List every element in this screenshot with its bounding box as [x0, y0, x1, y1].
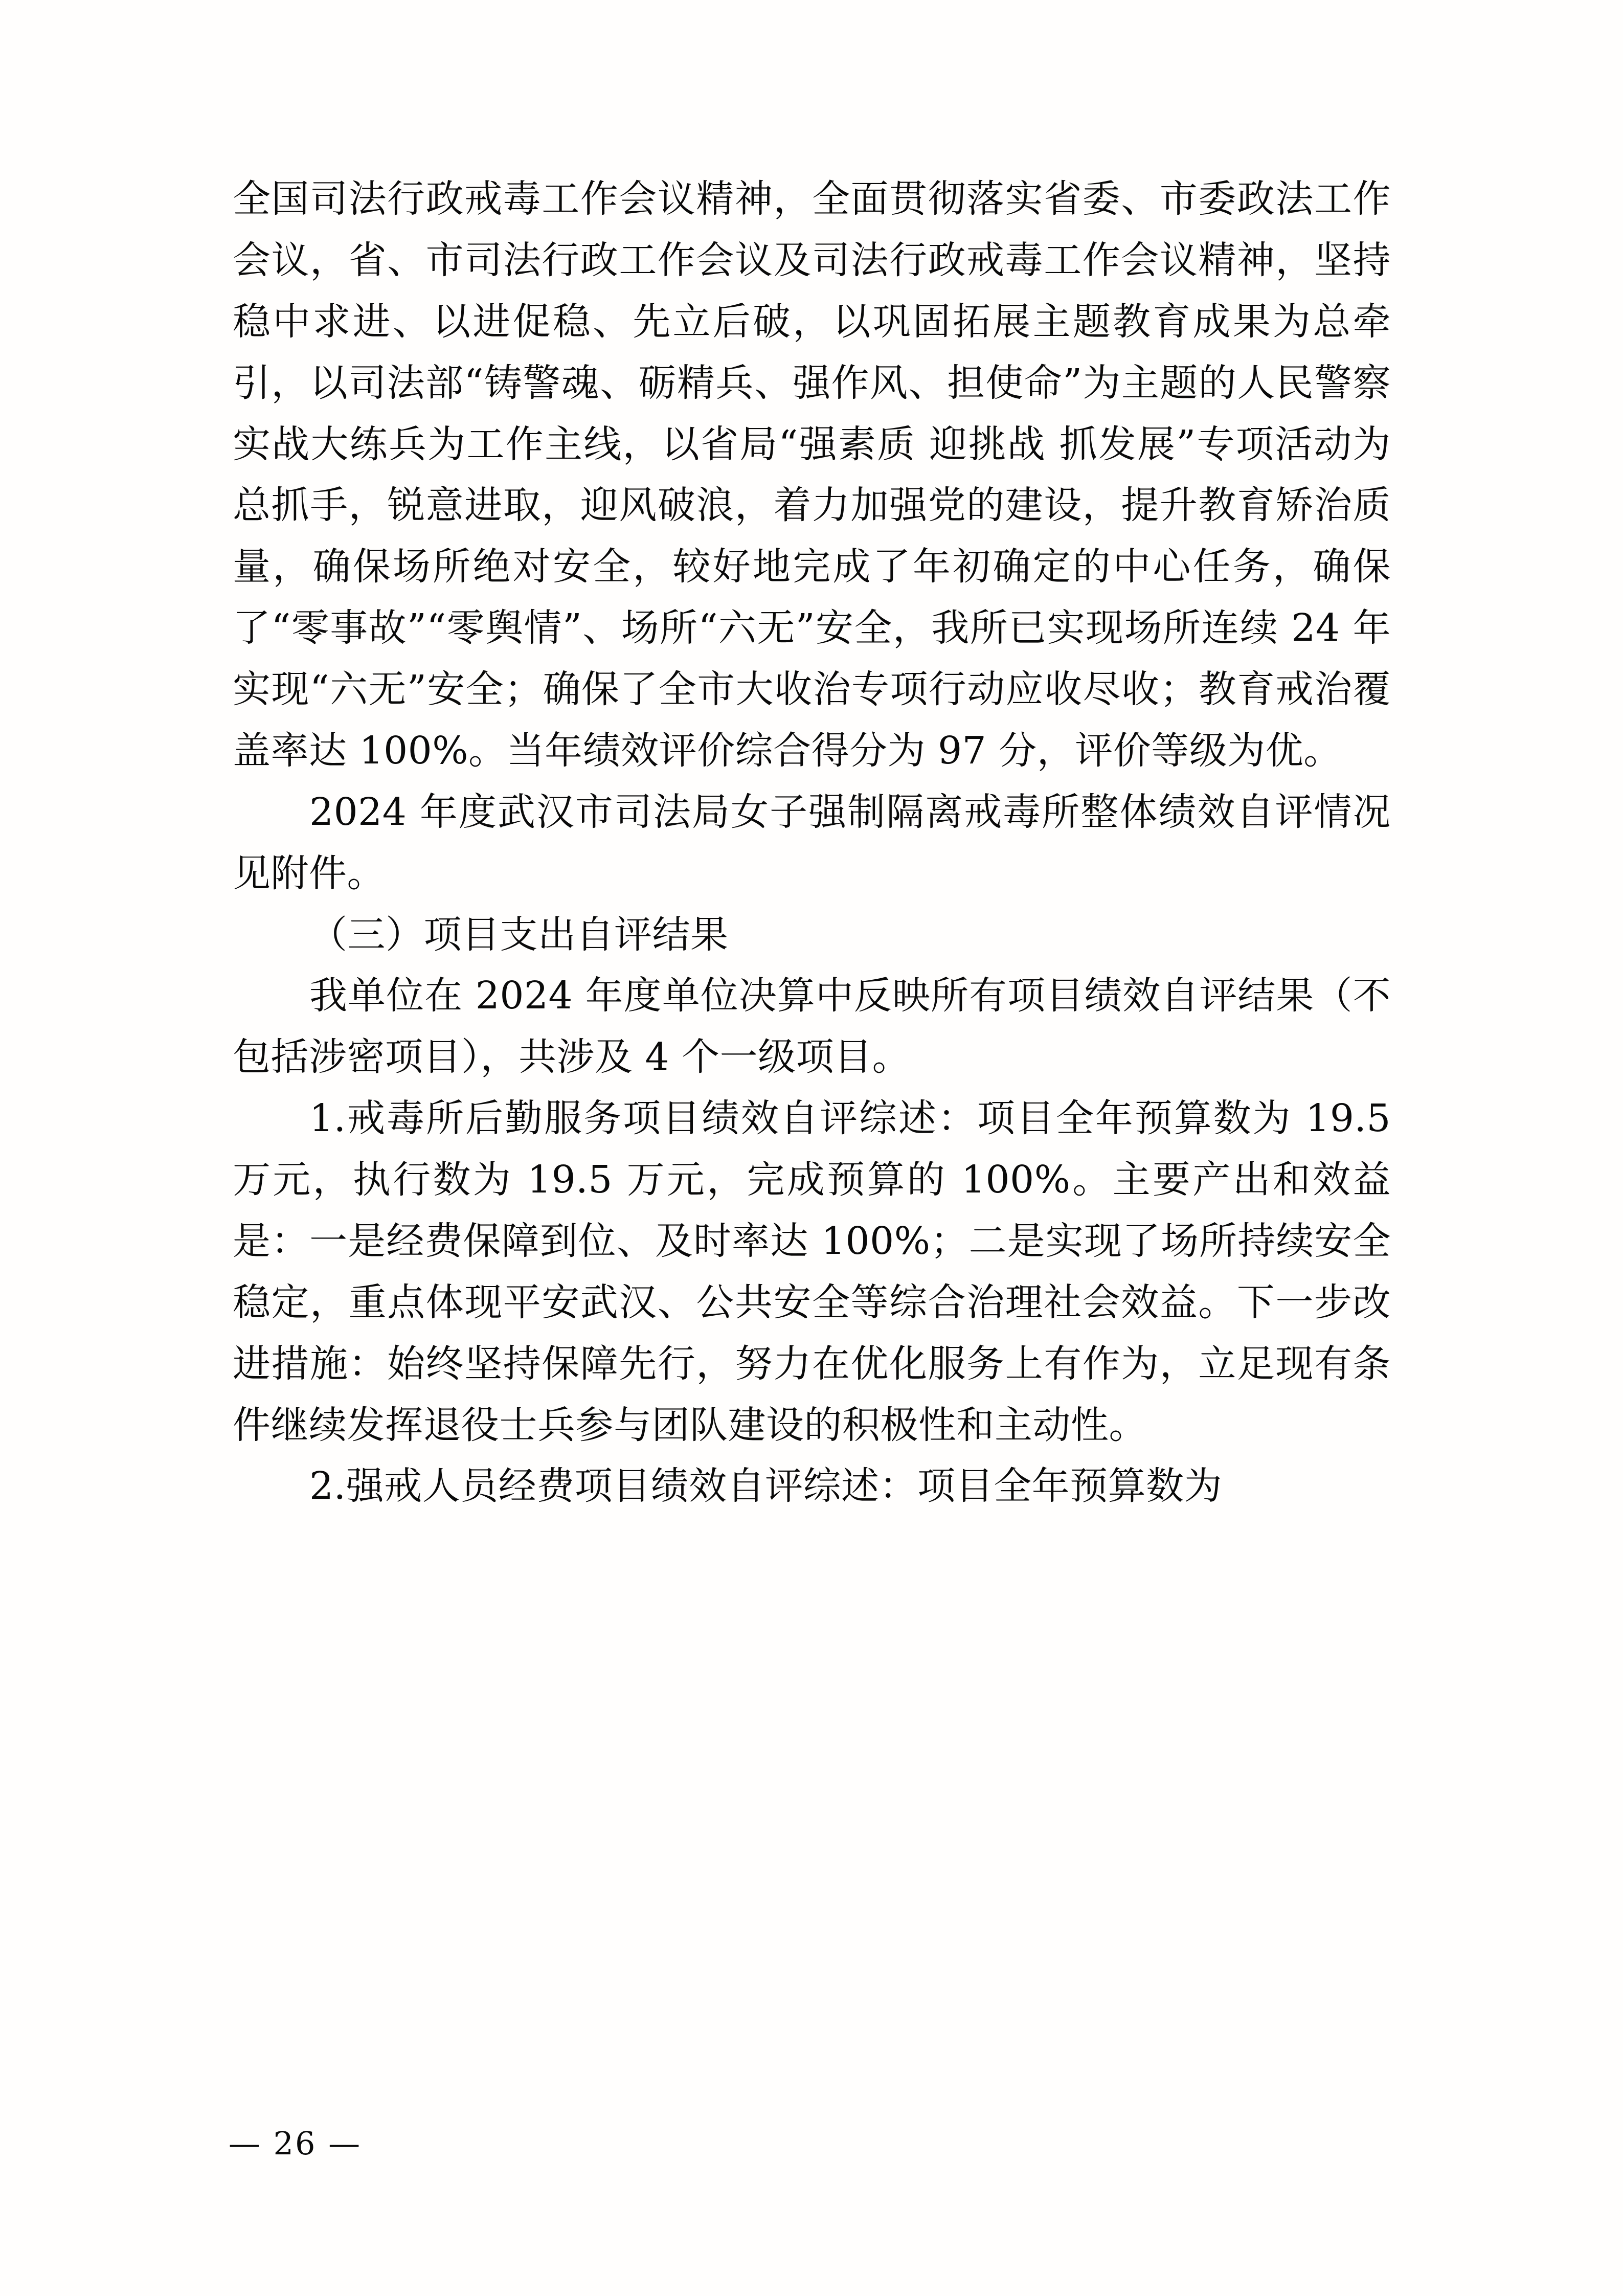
paragraph-overall-self-assessment-attachment: 2024 年度武汉市司法局女子强制隔离戒毒所整体绩效自评情况见附件。: [233, 790, 1391, 895]
paragraph-project-scope: 我单位在 2024 年度单位决算中反映所有项目绩效自评结果（不包括涉密项目），共涉及 4 个一级项目。: [233, 974, 1391, 1079]
paragraph-item-1-logistics-service: 1.戒毒所后勤服务项目绩效自评综述：项目全年预算数为 19.5 万元，执行数为 19.5 万元，完成预算的 100%。主要产出和效益是：一是经费保障到位、及时率达 100%；二是实现了场所持续安全稳定，重点体现平安武汉、公共安全等综合治理社会效益。下一步改进措施：始终坚持保障先行，努力在优化服务上有作为，立足现有条件继续发挥退役士兵参与团队建设的积极性和主动性。: [233, 1096, 1391, 1447]
heading-section-three: （三）项目支出自评结果: [309, 912, 729, 957]
paragraph-item-2-detainee-funding: 2.强戒人员经费项目绩效自评综述：项目全年预算数为: [309, 1464, 1223, 1509]
page-number: — 26 —: [228, 2125, 362, 2162]
paragraph-continued-work-summary: 全国司法行政戒毒工作会议精神，全面贯彻落实省委、市委政法工作会议，省、市司法行政工作会议及司法行政戒毒工作会议精神，坚持稳中求进、以进促稳、先立后破，以巩固拓展主题教育成果为总牵引，以司法部“铸警魂、砺精兵、强作风、担使命”为主题的人民警察实战大练兵为工作主线，以省局“强素质 迎挑战 抓发展”专项活动为总抓手，锐意进取，迎风破浪，着力加强党的建设，提升教育矫治质量，确保场所绝对安全，较好地完成了年初确定的中心任务，确保了“零事故”“零舆情”、场所“六无”安全，我所已实现场所连续 24 年实现“六无”安全；确保了全市大收治专项行动应收尽收；教育戒治覆盖率达 100%。当年绩效评价综合得分为 97 分，评价等级为优。: [233, 177, 1391, 773]
page-footer: [0, 2125, 1623, 2162]
document-body: [233, 169, 1391, 1517]
